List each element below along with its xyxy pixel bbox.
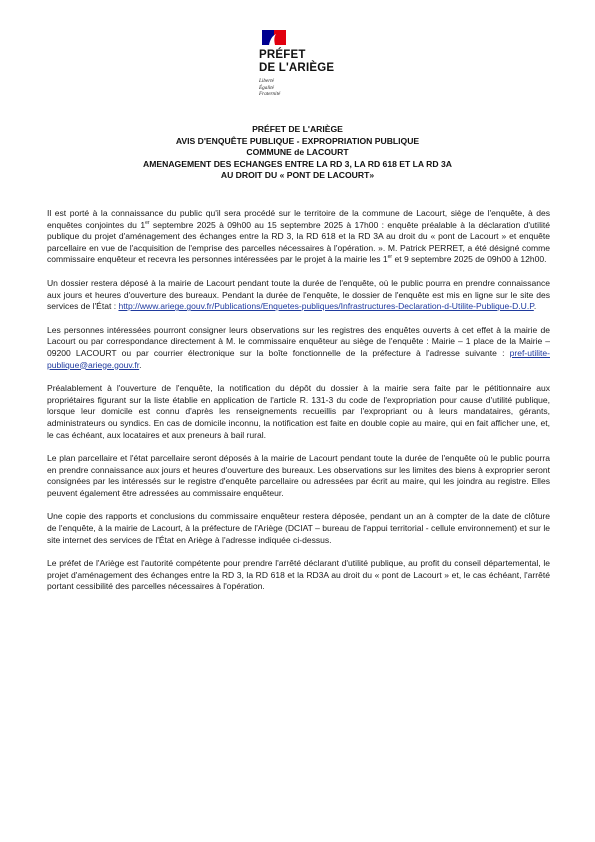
motto-egalite: Égalité bbox=[259, 84, 274, 91]
header-notice-type: AVIS D'ENQUÊTE PUBLIQUE - EXPROPRIATION PUBLIQUE bbox=[175, 135, 420, 146]
header-location: AU DROIT DU « PONT DE LACOURT» bbox=[220, 170, 375, 181]
dossier-link[interactable]: http://www.ariege.gouv.fr/Publications/Enquetes-publiques/Infrastructures-Declaration-d-Utilite-Publique-D.U.P bbox=[118, 301, 534, 312]
paragraph-text: septembre 2025 à 09h00 au 15 septembre 2025 à 17h00 : enquête préalable à la déclaration d'utilité publique du projet d'aménagement des échanges entre la RD 3, la RD 618 et la RD 3A au droit du « pont de Lacourt » et enquête parcellaire en vue de l'acquisition de l'emprise des parcelles nécessaires à l'opération. ». M. Patrick PERRET, a été désigné comme commissaire enquêteur et recevra les personnes intéressées par le projet à la mairie les 1 bbox=[47, 219, 550, 265]
paragraph-text: Les personnes intéressées pourront consigner leurs observations sur les registres des enquêtes ouverts à cet effet à la mairie de Lacourt ou par correspondance directement à M. le commissaire enquêteur au siège de l'enquête : Mairie – 1 place de la Mairie – 09200 LACOURT ou par courrier électronique sur la boîte fonctionnelle de la préfecture à l'adresse suivante : bbox=[47, 324, 550, 358]
logo-line-2: DE L'ARIÈGE bbox=[259, 61, 335, 74]
paragraph-authority: Le préfet de l'Ariège est l'autorité compétente pour prendre l'arrêté déclarant d'utilité publique, au profit du conseil départemental, le projet d'aménagement des échanges entre la RD 3, la RD 618 et la RD3A au droit du « pont de Lacourt » et, le cas échéant, l'arrêté portant cessibilité des parcelles nécessaires à l'opération. bbox=[47, 558, 550, 592]
paragraph-notification: Préalablement à l'ouverture de l'enquête, la notification du dépôt du dossier à la mairie sera faite par le pétitionnaire aux propriétaires figurant sur la liste établie en application de l'article R. 131-3 du code de l'expropriation pour cause d'utilité publique, lorsque leur domicile est connu d'après les renseignements recueillis par l'expropriant ou à leurs mandataires, gérants, administrateurs ou syndics. En cas de domicile inconnu, la notification est faite en double copie au maire, qui en fait afficher une, et, le cas échéant, aux locataires et aux preneurs à bail rural. bbox=[47, 383, 550, 440]
paragraph-text: Il est porté à la connaissance du public qu'il sera procédé sur le territoire de la commune de Lacourt, siège de l'enquête, à des enquêtes conjointes du 1 bbox=[47, 208, 550, 230]
paragraph-reports: Une copie des rapports et conclusions du commissaire enquêteur restera déposée, pendant un an à compter de la date de clôture de l'enquête, à la mairie de Lacourt, à la préfecture de l'Ariège (DCIAT – bureau de l'appui territorial - cellule environnement) et sur le site internet des services de l'État en Ariège à l'adresse indiquée ci-dessus. bbox=[47, 511, 550, 545]
motto-liberte: Liberté bbox=[259, 78, 274, 84]
email-link[interactable]: pref-utilite-publique@ariege.gouv.fr bbox=[47, 347, 550, 370]
paragraph-text: . bbox=[139, 359, 142, 370]
header-prefect: PRÉFET DE L'ARIÈGE bbox=[252, 124, 343, 134]
paragraph-text: Un dossier restera déposé à la mairie de Lacourt pendant toute la durée de l'enquête, où le public pourra en prendre connaissance aux jours et heures d'ouverture des bureaux. Pendant la durée de l'enquête, le dossier de l'enquête est mis en ligne sur le site des services de l'État : bbox=[47, 277, 550, 312]
notice-body bbox=[47, 208, 550, 605]
header-commune: COMMUNE de LACOURT bbox=[246, 147, 349, 158]
header-project: AMENAGEMENT DES ECHANGES ENTRE LA RD 3, LA RD 618 ET LA RD 3A bbox=[143, 158, 452, 169]
republic-motto bbox=[259, 78, 339, 98]
logo-title bbox=[259, 49, 339, 74]
paragraph-text: . bbox=[533, 301, 537, 312]
paragraph-observations bbox=[47, 325, 550, 371]
paragraph-announcement bbox=[47, 208, 550, 266]
superscript: er bbox=[145, 219, 150, 226]
superscript: er bbox=[387, 254, 393, 261]
notice-header bbox=[90, 124, 505, 182]
prefecture-logo bbox=[259, 30, 339, 98]
motto-fraternite: Fraternité bbox=[259, 91, 281, 98]
paragraph-dossier bbox=[47, 278, 550, 313]
marianne-flag-icon bbox=[262, 30, 286, 45]
paragraph-text: et 9 septembre 2025 de 09h00 à 12h00. bbox=[392, 254, 547, 265]
paragraph-parcel-plan: Le plan parcellaire et l'état parcellaire seront déposés à la mairie de Lacourt pendant toute la durée de l'enquête où le public pourra en prendre connaissance aux jours et heures d'ouverture des bureaux. Les observations sur les limites des biens à exproprier seront consignées par les intéressés sur le registre d'enquête parcellaire ou adressées par écrit au maire, qui les joindra au registre. Elles peuvent également être adressées au commissaire enquêteur. bbox=[47, 453, 550, 498]
logo-line-1: PRÉFET bbox=[259, 49, 306, 61]
